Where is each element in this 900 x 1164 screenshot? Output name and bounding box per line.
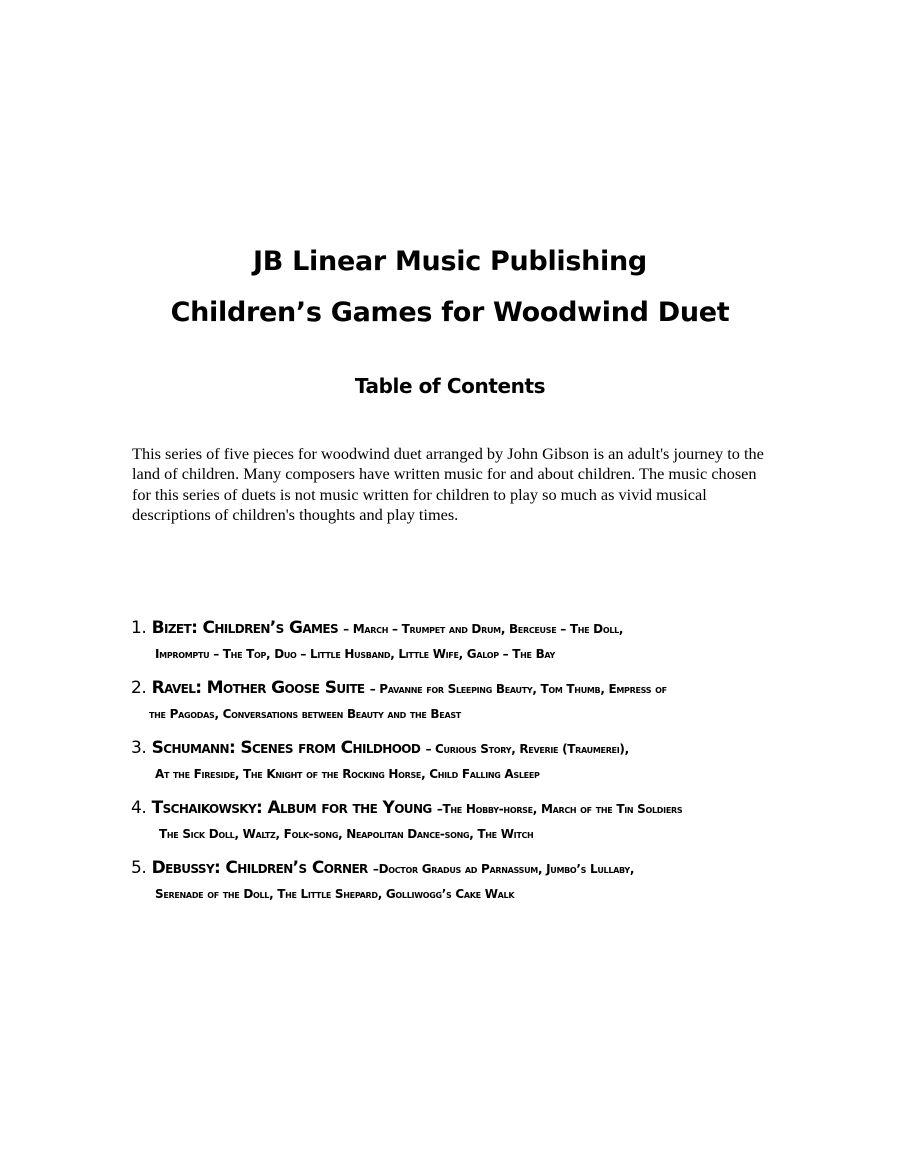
composer-name: Schumann: — [151, 738, 236, 758]
contents-item-line — [131, 678, 667, 698]
movements-list: – March – Trumpet and Drum, Berceuse – The Doll, — [343, 622, 624, 636]
work-title: Mother Goose Suite — [206, 678, 365, 698]
work-title: Children’s Games — [202, 618, 338, 638]
movements-continuation: Serenade of the Doll, The Little Shepard, Golliwogg’s Cake Walk — [155, 887, 515, 901]
movements-continuation: the Pagodas, Conversations between Beauty and the Beast — [149, 707, 461, 721]
movements-list: –Doctor Gradus ad Parnassum, Jumbo’s Lullaby, — [372, 862, 635, 876]
work-title: Album for the Young — [267, 798, 432, 818]
movements-continuation: At the Fireside, The Knight of the Rocking Horse, Child Falling Asleep — [155, 767, 540, 781]
item-number: 4. — [131, 798, 147, 818]
composer-name: Debussy: — [151, 858, 221, 878]
contents-item-ravel — [131, 672, 831, 732]
movements-list: – Pavanne for Sleeping Beauty, Tom Thumb, Empress of — [369, 682, 667, 696]
publisher-title: JB Linear Music Publishing — [253, 246, 647, 277]
item-number: 5. — [131, 858, 147, 878]
intro-paragraph: This series of five pieces for woodwind duet arranged by John Gibson is an adult's journey to the land of children. Many composers have written music for and about children. The music chosen for this series of duets is not music written for children to play so much as vivid musical descriptions of children's thoughts and play times. — [132, 444, 764, 525]
movements-continuation: Impromptu – The Top, Duo – Little Husband, Little Wife, Galop – The Bay — [155, 647, 556, 661]
composer-name: Ravel: — [151, 678, 202, 698]
movements-continuation: The Sick Doll, Waltz, Folk-song, Neapolitan Dance-song, The Witch — [159, 827, 534, 841]
collection-title: Children’s Games for Woodwind Duet — [170, 297, 730, 328]
contents-item-line — [131, 858, 634, 878]
work-title: Children’s Corner — [225, 858, 368, 878]
composer-name: Tschaikowsky: — [151, 798, 263, 818]
contents-item-line — [131, 618, 623, 638]
work-title: Scenes from Childhood — [240, 738, 421, 758]
item-number: 1. — [131, 618, 147, 638]
contents-item-line — [131, 798, 682, 818]
contents-item-line — [131, 738, 629, 758]
contents-item-schumann — [131, 732, 831, 792]
movements-list: –The Hobby-horse, March of the Tin Soldiers — [436, 802, 683, 816]
item-number: 2. — [131, 678, 147, 698]
contents-item-bizet — [131, 612, 831, 672]
contents-item-tschaikowsky — [131, 792, 831, 852]
contents-item-debussy — [131, 852, 831, 912]
item-number: 3. — [131, 738, 147, 758]
contents-list — [131, 612, 831, 912]
toc-heading: Table of Contents — [354, 374, 546, 398]
composer-name: Bizet: — [151, 618, 198, 638]
movements-list: – Curious Story, Reverie (Traumerei), — [425, 742, 629, 756]
